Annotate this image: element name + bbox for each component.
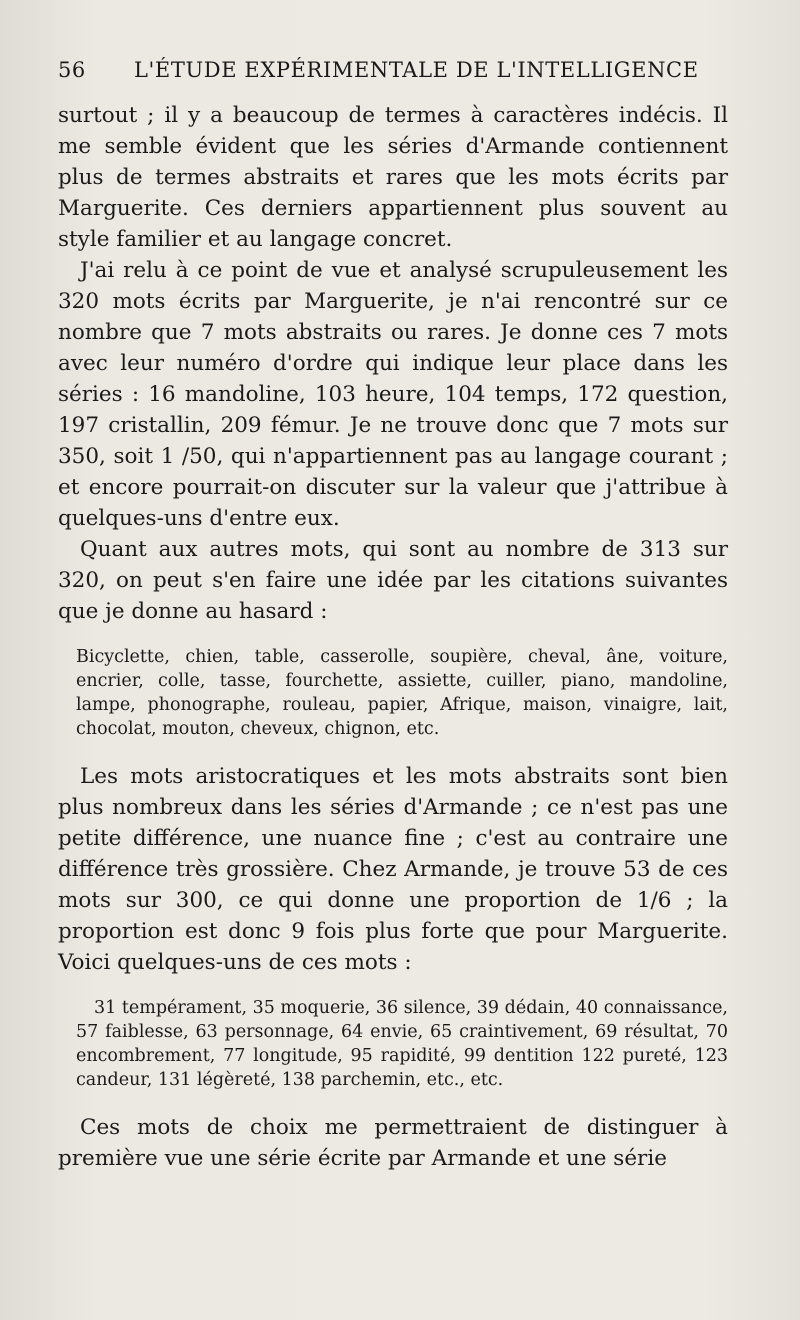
paragraph-armande-analysis: Les mots aristocratiques et les mots abstraits sont bien plus nombreux dans les séries d'Armande ; ce n'est pas une petite différence, une nuance fine ; c'est au contraire une différence très grossière. Chez Armande, je trouve 53 de ces mots sur 300, ce qui donne une proportion de 1/6 ; la proportion est donc 9 fois plus forte que pour Marguerite. Voici quelques-uns de ces mots :	[58, 764, 728, 975]
quote-marguerite-words: Bicyclette, chien, table, casserolle, soupière, cheval, âne, voiture, encrier, colle, tasse, fourchette, assiette, cuiller, piano, mandoline, lampe, phonographe, rouleau, papier, Afrique, maison, vinaigre, lait, chocolat, mouton, cheveux, chignon, etc.	[76, 647, 728, 739]
paragraph-other-words: Quant aux autres mots, qui sont au nombre de 313 sur 320, on peut s'en faire une idée par les citations suivantes que je donne au hasard :	[58, 537, 728, 624]
page-number: 56	[58, 58, 86, 82]
quote-armande-words: 31 tempérament, 35 moquerie, 36 silence, 39 dédain, 40 connaissance, 57 faiblesse, 63 personnage, 64 envie, 65 craintivement, 69 résultat, 70 encombrement, 77 longitude, 95 rapidité, 99 dentition 122 pureté, 123 candeur, 131 légèreté, 138 parchemin, etc., etc.	[76, 998, 728, 1090]
paragraph-choice-words: Ces mots de choix me permettraient de distinguer à première vue une série écrite par Armande et une série	[58, 1115, 728, 1171]
body-text	[58, 100, 728, 1174]
running-title: L'ÉTUDE EXPÉRIMENTALE DE L'INTELLIGENCE	[134, 58, 699, 82]
paragraph-continuation: surtout ; il y a beaucoup de termes à caractères indécis. Il me semble évident que les séries d'Armande contiennent plus de termes abstraits et rares que les mots écrits par Marguerite. Ces derniers appartiennent plus souvent au style familier et au langage concret.	[58, 103, 728, 252]
paragraph-marguerite-analysis: J'ai relu à ce point de vue et analysé scrupuleusement les 320 mots écrits par Marguerite, je n'ai rencontré sur ce nombre que 7 mots abstraits ou rares. Je donne ces 7 mots avec leur numéro d'ordre qui indique leur place dans les séries : 16 mandoline, 103 heure, 104 temps, 172 question, 197 cristallin, 209 fémur. Je ne trouve donc que 7 mots sur 350, soit 1 /50, qui n'appartiennent pas au langage courant ; et encore pourrait-on discuter sur la valeur que j'attribue à quelques-uns d'entre eux.	[58, 258, 728, 531]
running-head	[58, 58, 728, 94]
